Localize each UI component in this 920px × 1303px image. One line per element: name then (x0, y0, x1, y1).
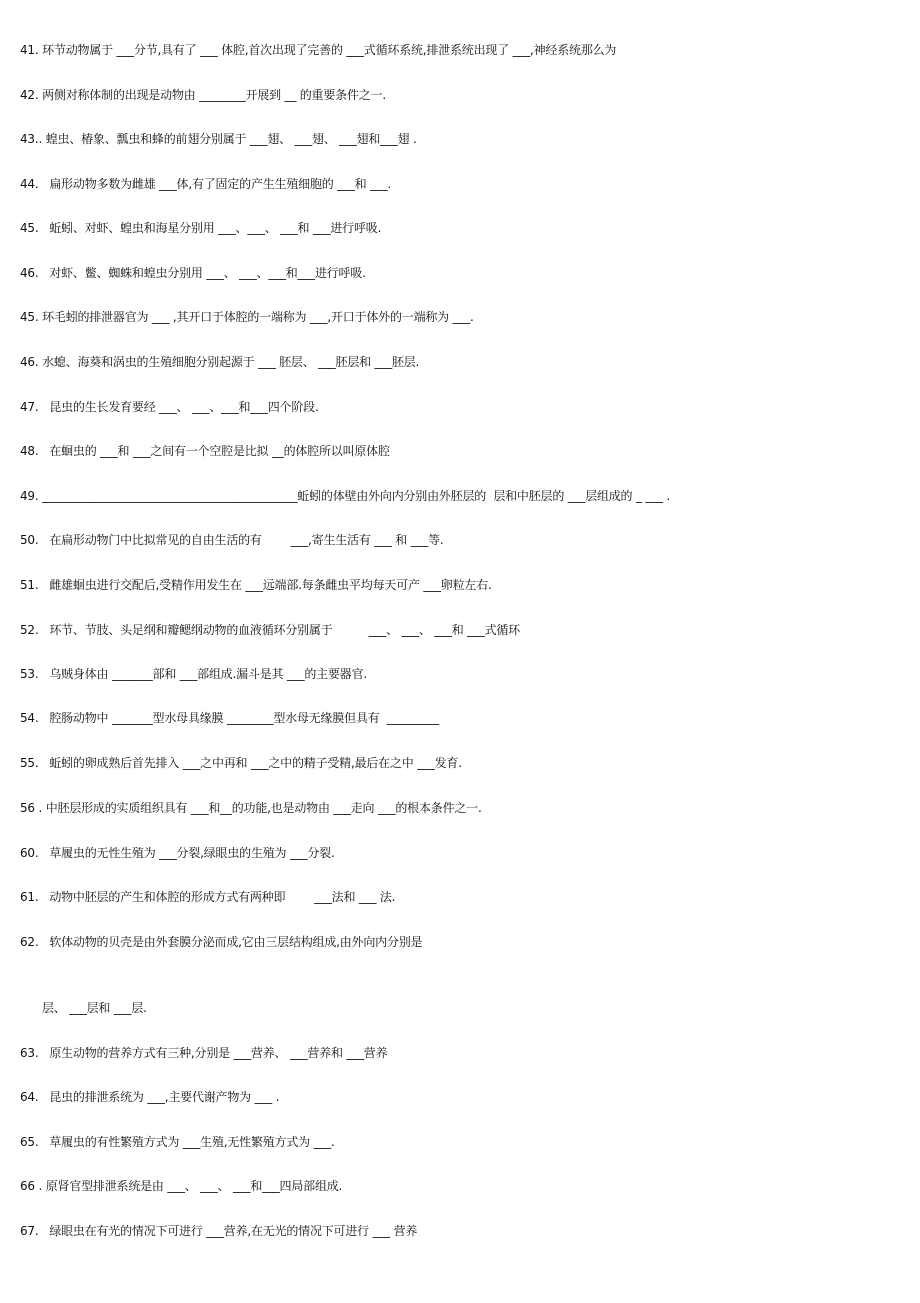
question-62: 62. 软体动物的贝壳是由外套膜分泌而成,它由三层结构组成,由外向内分别是 (20, 935, 423, 949)
question-65: 65. 草履虫的有性繁殖方式为 ___生殖,无性繁殖方式为 ___. (20, 1135, 335, 1149)
question-42: 42. 两侧对称体制的出现是动物由 ________开展到 __ 的重要条件之一. (20, 88, 386, 102)
question-45b: 45. 环毛蚓的排泄器官为 ___ ,其开口于体腔的一端称为 ___,开口于体外的一端称为 ___. (20, 310, 474, 324)
question-51: 51. 雌雄蛔虫进行交配后,受精作用发生在 ___远端部.每条雌虫平均每天可产 ___卵粒左右. (20, 578, 492, 592)
question-52: 52. 环节、节肢、头足纲和瓣鳃纲动物的血液循环分别属于 ___、 ___、 ___和 ___式循环 (20, 623, 520, 637)
question-60: 60. 草履虫的无性生殖为 ___分裂,绿眼虫的生殖为 ___分裂. (20, 846, 335, 860)
question-67: 67. 绿眼虫在有光的情况下可进行 ___营养,在无光的情况下可进行 ___ 营养 (20, 1224, 418, 1238)
question-46a: 46. 对虾、鳖、蜘蛛和蝗虫分别用 ___、 ___、___和___进行呼吸. (20, 266, 366, 280)
question-49: 49. ____________________________________________蚯蚓的体壁由外向内分别由外胚层的 层和中胚层的 ___层组成的 _ ___ . (20, 489, 671, 503)
question-50: 50. 在扁形动物门中比拟常见的自由生活的有 ___,寄生生活有 ___ 和 ___等. (20, 533, 444, 547)
question-54: 54. 腔肠动物中 _______型水母具缘膜 ________型水母无缘膜但具有 _________ (20, 711, 439, 725)
question-43: 43.. 蝗虫、椿象、瓢虫和蜂的前翅分别属于 ___翅、 ___翅、 ___翅和___翅 . (20, 132, 417, 146)
question-48: 48. 在蛔虫的 ___和 ___之间有一个空腔是比拟 __的体腔所以叫原体腔 (20, 444, 390, 458)
question-56: 56 . 中胚层形成的实质组织具有 ___和__的功能,也是动物由 ___走向 ___的根本条件之一. (20, 801, 482, 815)
question-62-continuation: 层、 ___层和 ___层. (42, 1001, 147, 1015)
question-44: 44. 扁形动物多数为雌雄 ___体,有了固定的产生生殖细胞的 ___和 ___. (20, 177, 392, 191)
question-47: 47. 昆虫的生长发育要经 ___、 ___、___和___四个阶段. (20, 400, 319, 414)
question-53: 53. 乌贼身体由 _______部和 ___部组成.漏斗是其 ___的主要器官. (20, 667, 368, 681)
question-45a: 45. 蚯蚓、对虾、蝗虫和海星分别用 ___、___、 ___和 ___进行呼吸. (20, 221, 382, 235)
question-41: 41. 环节动物属于 ___分节,具有了 ___ 体腔,首次出现了完善的 ___式循环系统,排泄系统出现了 ___,神经系统那么为 (20, 43, 617, 57)
question-64: 64. 昆虫的排泄系统为 ___,主要代谢产物为 ___ . (20, 1090, 280, 1104)
question-55: 55. 蚯蚓的卵成熟后首先排入 ___之中再和 ___之中的精子受精,最后在之中 ___发育. (20, 756, 462, 770)
question-46b: 46. 水螅、海葵和涡虫的生殖细胞分别起源于 ___ 胚层、 ___胚层和 ___胚层. (20, 355, 420, 369)
question-63: 63. 原生动物的营养方式有三种,分别是 ___营养、 ___营养和 ___营养 (20, 1046, 388, 1060)
question-66: 66 . 原肾官型排泄系统是由 ___、 ___、 ___和___四局部组成. (20, 1179, 343, 1193)
question-61: 61. 动物中胚层的产生和体腔的形成方式有两种即 ___法和 ___ 法. (20, 890, 396, 904)
